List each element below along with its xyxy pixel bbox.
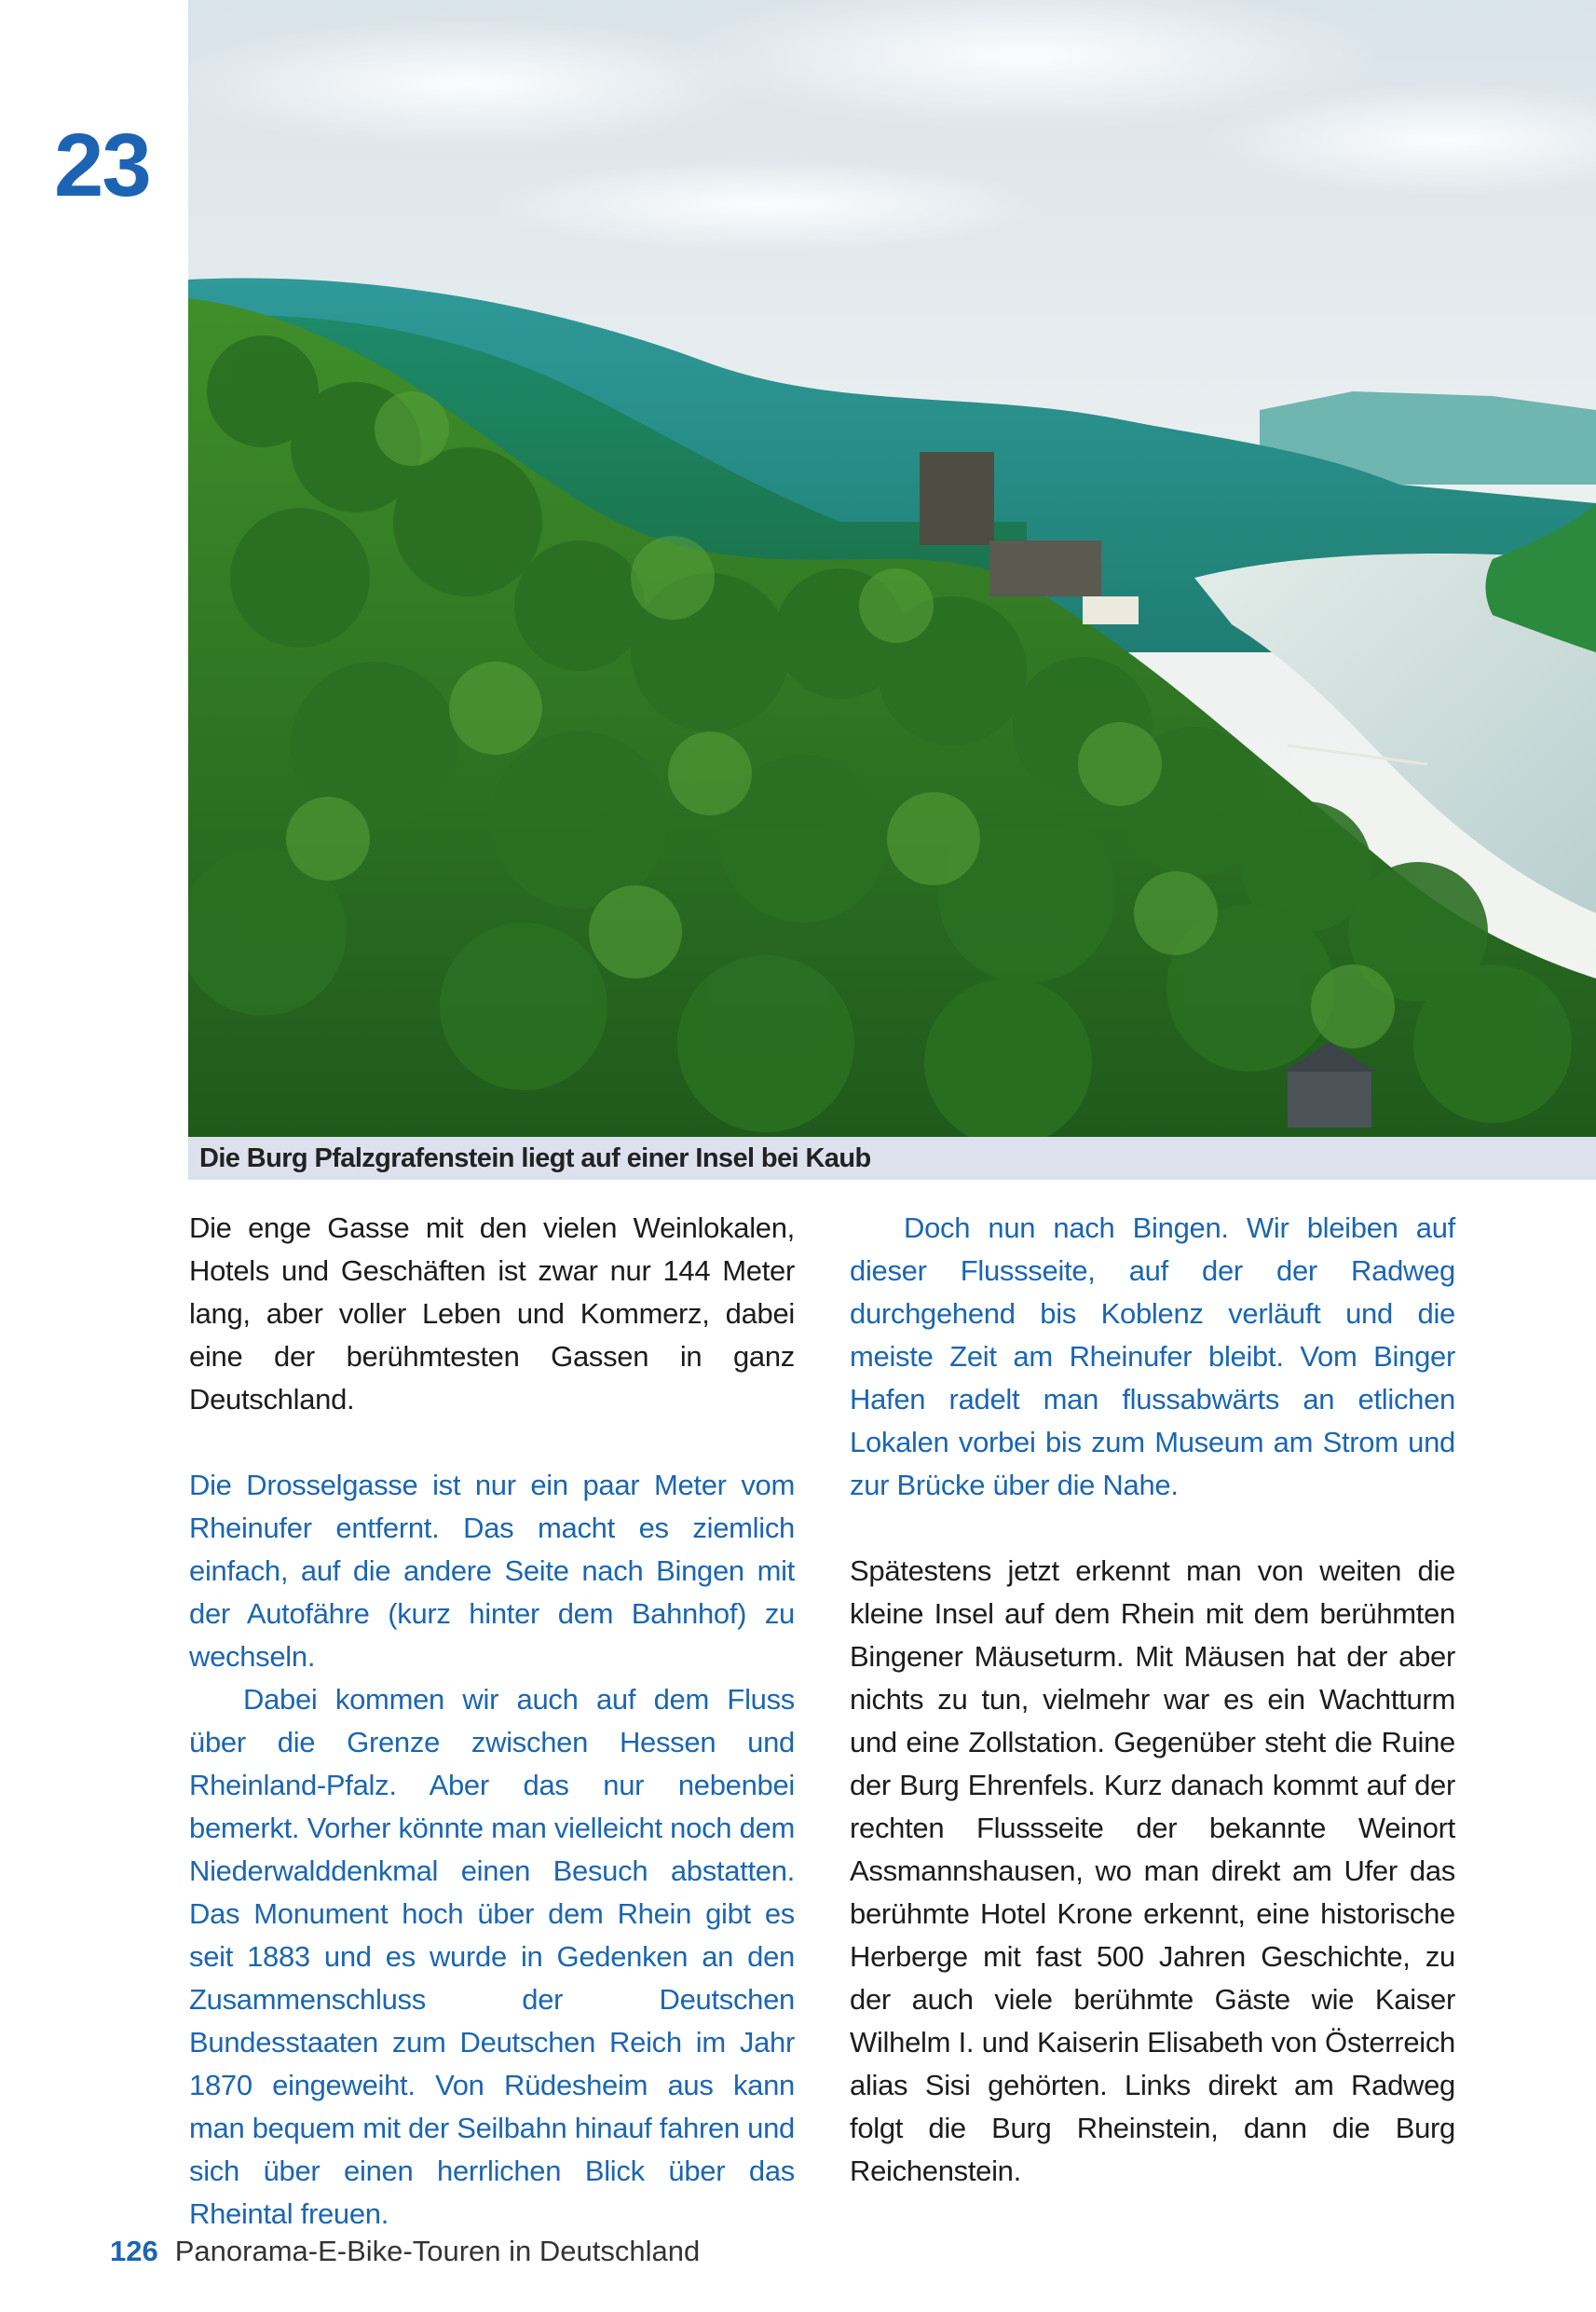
book-title: Panorama-E-Bike-Touren in Deutschland — [174, 2235, 701, 2267]
paragraph-ferry-to-bingen: Die Drosselgasse ist nur ein paar Meter vom Rheinufer entfernt. Das macht es ziemlich einfach, auf die andere Seite nach Bingen mit der Autofähre (kurz hinter dem Bahnhof) zu wechseln. — [189, 1469, 795, 1673]
page-number: 126 — [110, 2235, 158, 2267]
photo-caption-bar — [188, 1137, 1596, 1180]
paragraph-niederwalddenkmal: Dabei kommen wir auch auf dem Fluss über die Grenze zwischen Hessen und Rheinland-Pfalz. Aber das nur nebenbei bemerkt. Vorher könnte man vielleicht noch dem Niederwalddenkmal einen Besuch abstatten. Das Monument hoch über dem Rhein gibt es seit 1883 und es wurde in Gedenken an den Zusammenschluss der Deutschen Bundesstaaten zum Deutschen Reich im Jahr 1870 eingeweiht. Von Rüdesheim aus kann man bequem mit der Seilbahn hinauf fahren und sich über einen herrlichen Blick über das Rheintal freuen. — [189, 1683, 795, 2230]
left-text-column — [189, 1207, 795, 2236]
page-footer — [110, 2235, 700, 2268]
photo-caption: Die Burg Pfalzgrafenstein liegt auf einer Insel bei Kaub — [199, 1143, 871, 1173]
paragraph-bingen-route: Doch nun nach Bingen. Wir bleiben auf dieser Flussseite, auf der der Radweg durchgehend bis Koblenz verläuft und die meiste Zeit am Rheinufer bleibt. Vom Binger Hafen radelt man flussabwärts an etlichen Lokalen vorbei bis zum Museum am Strom und zur Brücke über die Nahe. — [850, 1211, 1455, 1501]
paragraph-maeuseturm: Spätestens jetzt erkennt man von weiten die kleine Insel auf dem Rhein mit dem berühmten Bingener Mäuseturm. Mit Mäusen hat der aber nichts zu tun, vielmehr war es ein Wachtturm und eine Zollstation. Gegenüber steht die Ruine der Burg Ehrenfels. Kurz danach kommt auf der rechten Flussseite der bekannte Weinort Assmannshausen, wo man direkt am Ufer das berühmte Hotel Krone erkennt, eine historische Herberge mit fast 500 Jahren Geschichte, zu der auch viele berühmte Gäste wie Kaiser Wilhelm I. und Kaiserin Elisabeth von Österreich alias Sisi gehörten. Links direkt am Radweg folgt die Burg Rheinstein, dann die Burg Reichenstein. — [850, 1554, 1455, 2187]
paragraph-drosselgasse-intro: Die enge Gasse mit den vielen Weinlokalen, Hotels und Geschäften ist zwar nur 144 Meter lang, aber voller Leben und Kommerz, dabei eine der berühmtesten Gassen in ganz Deutschland. — [189, 1211, 795, 1416]
chapter-number: 23 — [54, 116, 150, 215]
rhine-valley-photo — [188, 0, 1596, 1137]
right-text-column — [850, 1207, 1455, 2193]
